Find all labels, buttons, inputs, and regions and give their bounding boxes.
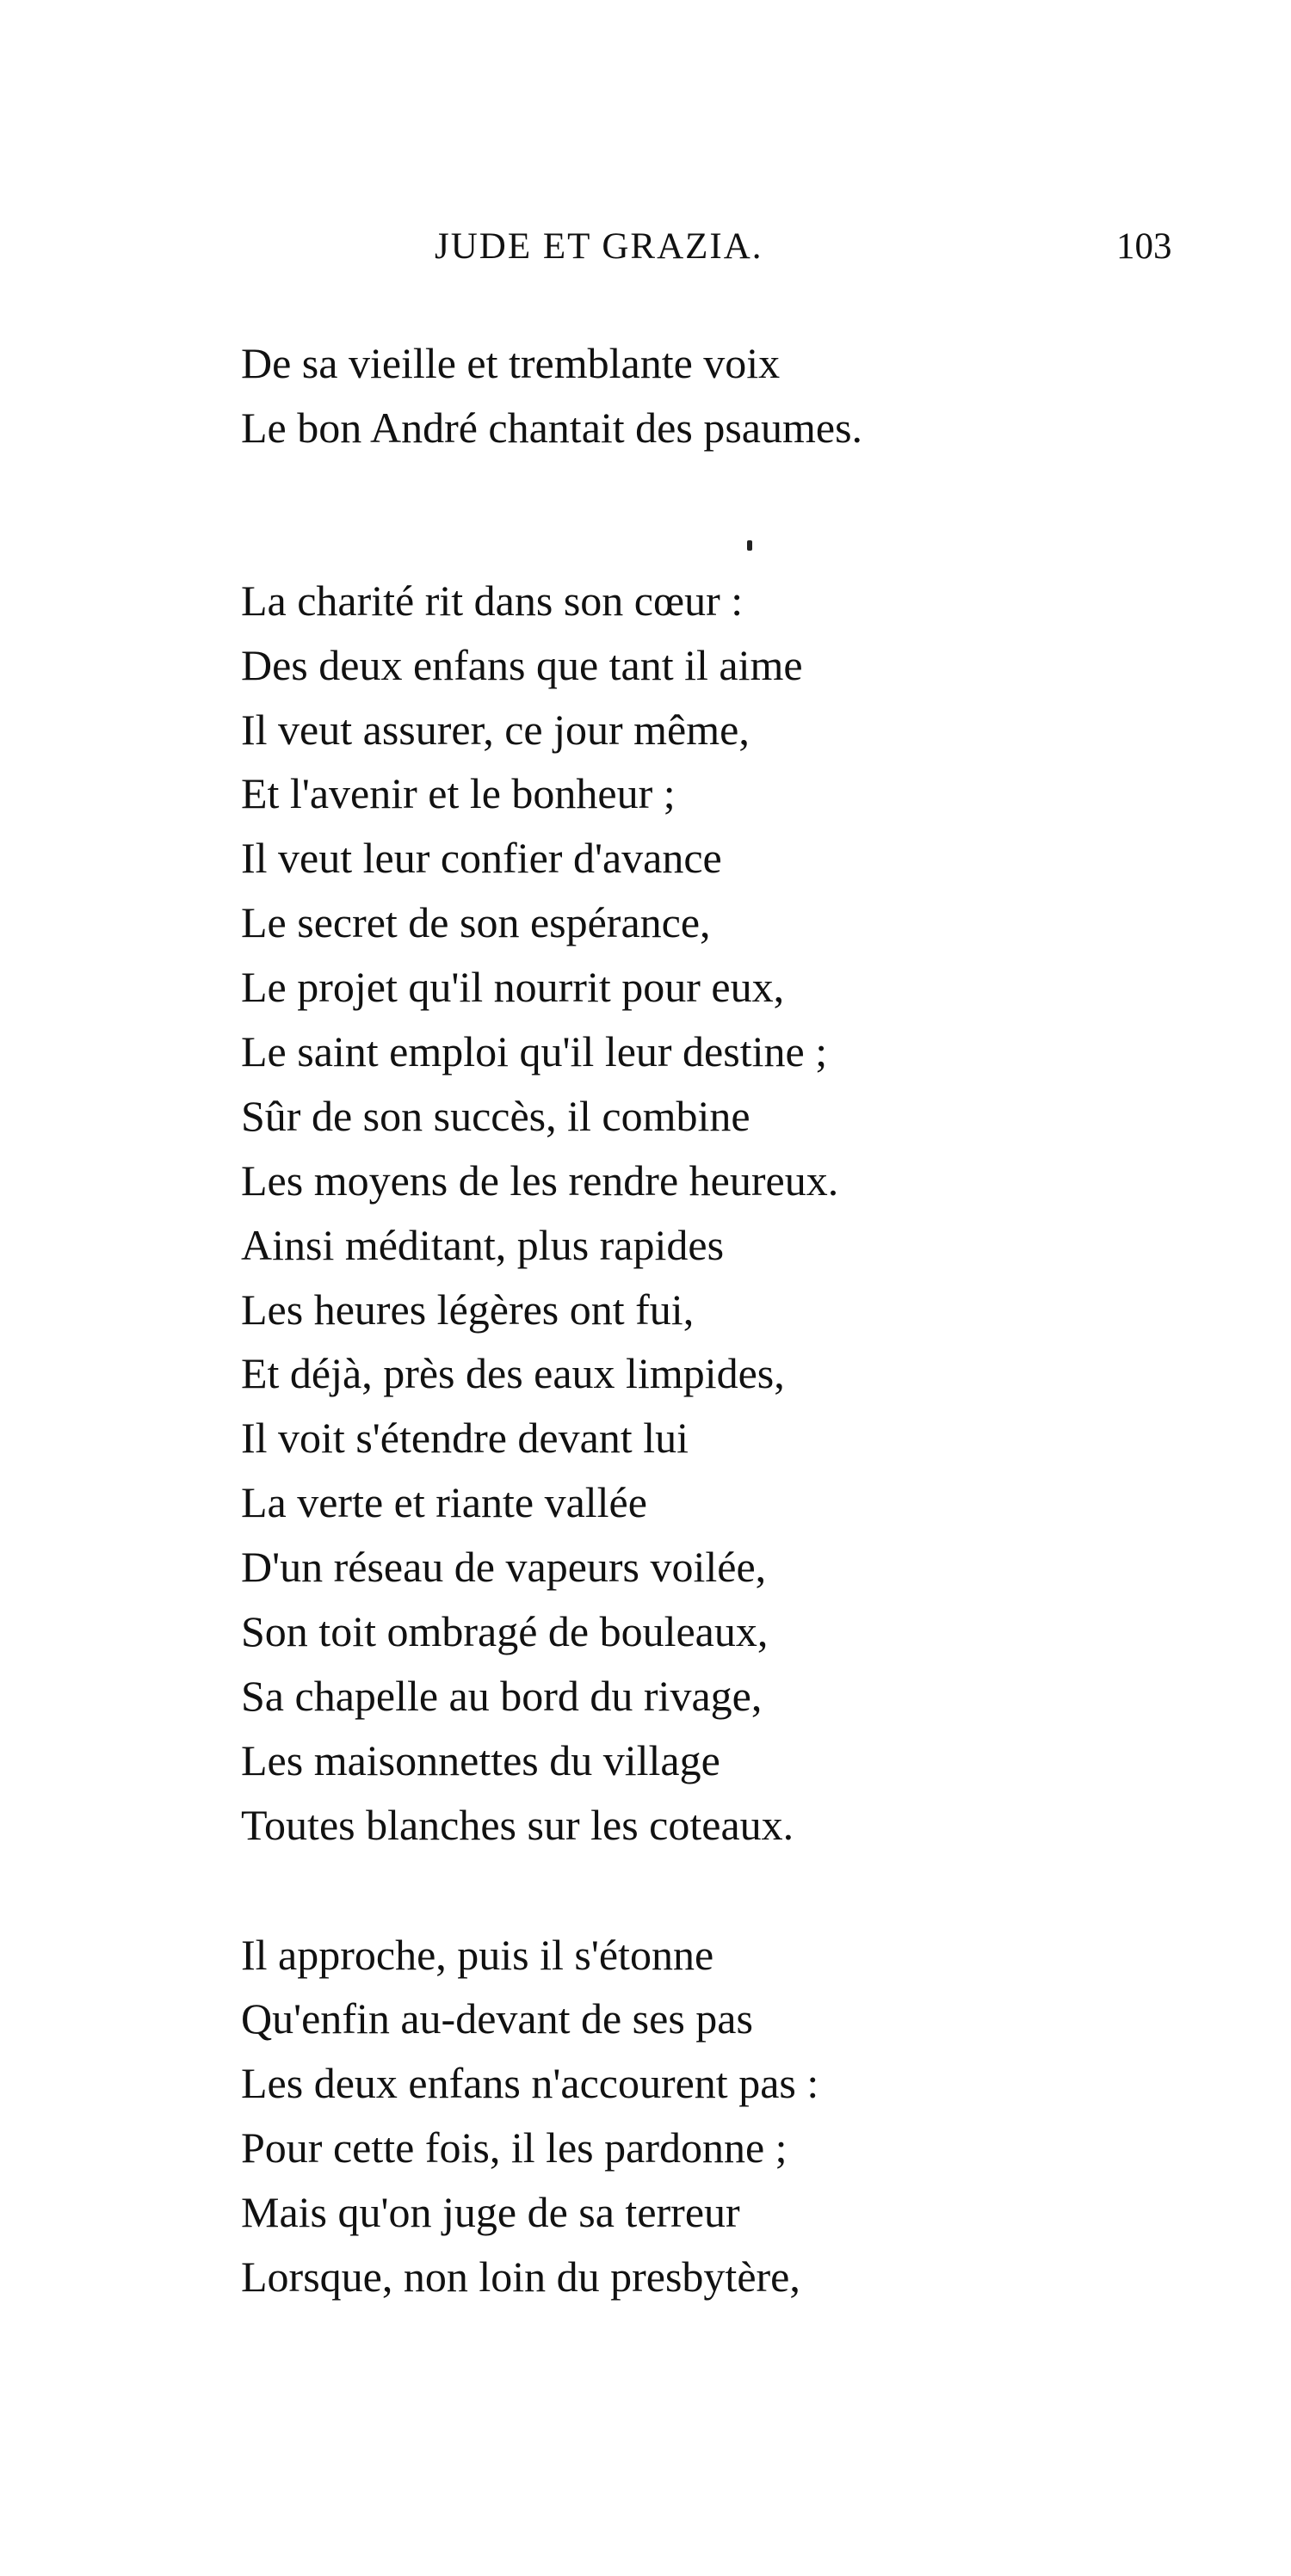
poem-text <box>241 331 1102 2309</box>
verse-line: Le projet qu'il nourrit pour eux, <box>241 963 785 1012</box>
verse-line: Sûr de son succès, il combine <box>241 1091 751 1140</box>
verse-line: Le secret de son espérance, <box>241 898 711 947</box>
verse-line: La verte et riante vallée <box>241 1478 647 1527</box>
verse-line: Qu'enfin au-devant de ses pas <box>241 1994 753 2043</box>
verse-line: La charité rit dans son cœur : <box>241 576 744 625</box>
verse-line: Il voit s'étendre devant lui <box>241 1414 689 1463</box>
stanza-1 <box>241 331 1102 460</box>
verse-line: Et déjà, près des eaux limpides, <box>241 1349 785 1398</box>
verse-line: Les maisonnettes du village <box>241 1735 720 1784</box>
verse-line: Pour cette fois, il les pardonne ; <box>241 2123 788 2172</box>
verse-line: Et l'avenir et le bonheur ; <box>241 769 676 818</box>
verse-line: Sa chapelle au bord du rivage, <box>241 1671 763 1720</box>
verse-line: Le saint emploi qu'il leur destine ; <box>241 1027 828 1076</box>
verse-line: Mais qu'on juge de sa terreur <box>241 2188 740 2237</box>
verse-line: Lorsque, non loin du presbytère, <box>241 2252 800 2302</box>
stanza-3 <box>241 1923 1102 2309</box>
page-number: 103 <box>1116 226 1172 267</box>
verse-line: Il approche, puis il s'étonne <box>241 1930 714 1979</box>
verse-line: Des deux enfans que tant il aime <box>241 640 803 689</box>
verse-line: De sa vieille et tremblante voix <box>241 339 781 387</box>
verse-line: Les deux enfans n'accourent pas : <box>241 2059 819 2108</box>
verse-line: Son toit ombragé de bouleaux, <box>241 1607 769 1656</box>
verse-line: Ainsi méditant, plus rapides <box>241 1220 725 1269</box>
stanza-2 <box>241 569 1102 1858</box>
verse-line: Il veut assurer, ce jour même, <box>241 705 750 754</box>
verse-line: Toutes blanches sur les coteaux. <box>241 1800 794 1849</box>
verse-line: D'un réseau de vapeurs voilée, <box>241 1543 767 1592</box>
verse-line: Les moyens de les rendre heureux. <box>241 1156 839 1205</box>
verse-line: Les heures légères ont fui, <box>241 1285 695 1334</box>
verse-line: Il veut leur confier d'avance <box>241 834 722 883</box>
verse-line: Le bon André chantait des psaumes. <box>241 403 863 452</box>
running-title: JUDE ET GRAZIA. <box>435 226 763 267</box>
